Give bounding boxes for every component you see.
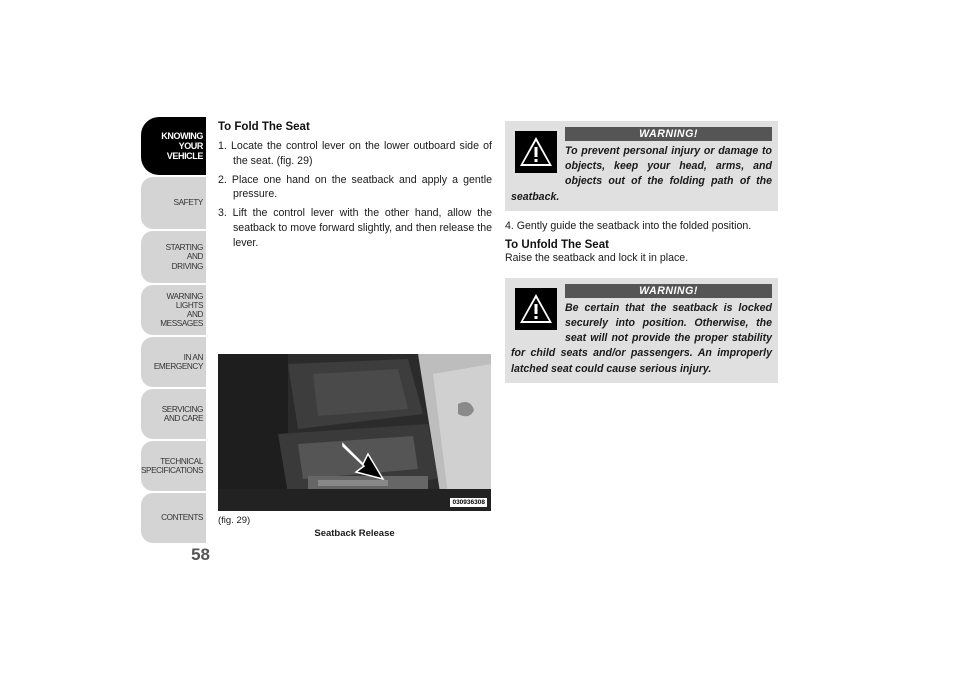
tab-label: SERVICING AND CARE (161, 404, 203, 423)
tab-knowing-your-vehicle[interactable] (141, 117, 208, 175)
tab-label: KNOWING YOUR VEHICLE (161, 131, 203, 161)
tab-label: TECHNICAL SPECIFICATIONS (140, 456, 203, 475)
right-column (505, 121, 778, 383)
figure-caption: Seatback Release (314, 528, 395, 539)
warning-title: WARNING! (565, 127, 772, 141)
left-column (218, 121, 492, 255)
page-number: 58 (191, 545, 210, 564)
tab-label: WARNING LIGHTS AND MESSAGES (160, 291, 203, 329)
warning-triangle-icon (515, 288, 557, 330)
section-heading-fold: To Fold The Seat (218, 121, 310, 133)
fold-steps-list (218, 139, 492, 251)
tab-safety[interactable] (141, 177, 208, 229)
list-item: 1. Locate the control lever on the lower outboard side of the seat. (fig. 29) (218, 140, 492, 167)
tab-in-an-emergency[interactable] (141, 337, 208, 387)
warning-triangle-icon (515, 131, 557, 173)
tab-label: STARTING AND DRIVING (165, 243, 203, 271)
warning-title: WARNING! (565, 284, 772, 298)
tab-warning-lights[interactable] (141, 285, 208, 335)
fold-step-4: 4. Gently guide the seatback into the folded position. (505, 219, 752, 232)
figure-code: 030936308 (452, 499, 485, 506)
section-heading-unfold: To Unfold The Seat (505, 239, 609, 252)
warning-text: Be certain that the seatback is locked securely into position. Otherwise, the seat will not provide the proper stability for child seats and/or passengers. An improperly latched seat could cause serious injury. (511, 301, 772, 375)
figure-number: (fig. 29) (218, 515, 251, 526)
warning-text: To prevent personal injury or damage to objects, keep your head, arms, and objects out of the folding path of the seatback. (511, 145, 772, 203)
list-item: 2. Place one hand on the seatback and apply a gentle pressure. (218, 173, 492, 201)
warning-box (505, 121, 778, 211)
tab-contents[interactable] (141, 493, 208, 543)
seatback-release-figure (218, 354, 491, 511)
tab-technical-specifications[interactable] (141, 441, 208, 491)
tab-label: SAFETY (173, 198, 203, 208)
list-item: 3. Lift the control lever with the other hand, allow the seatback to move forward slightly, and then release the lever. (218, 207, 492, 249)
unfold-paragraph: Raise the seatback and lock it in place. (505, 252, 689, 265)
seat-illustration (218, 354, 491, 511)
warning-box (505, 278, 778, 383)
tab-starting-and-driving[interactable] (141, 231, 208, 283)
tab-label: CONTENTS (161, 513, 203, 523)
tab-servicing-and-care[interactable] (141, 389, 208, 439)
tab-label: IN AN EMERGENCY (153, 352, 203, 371)
